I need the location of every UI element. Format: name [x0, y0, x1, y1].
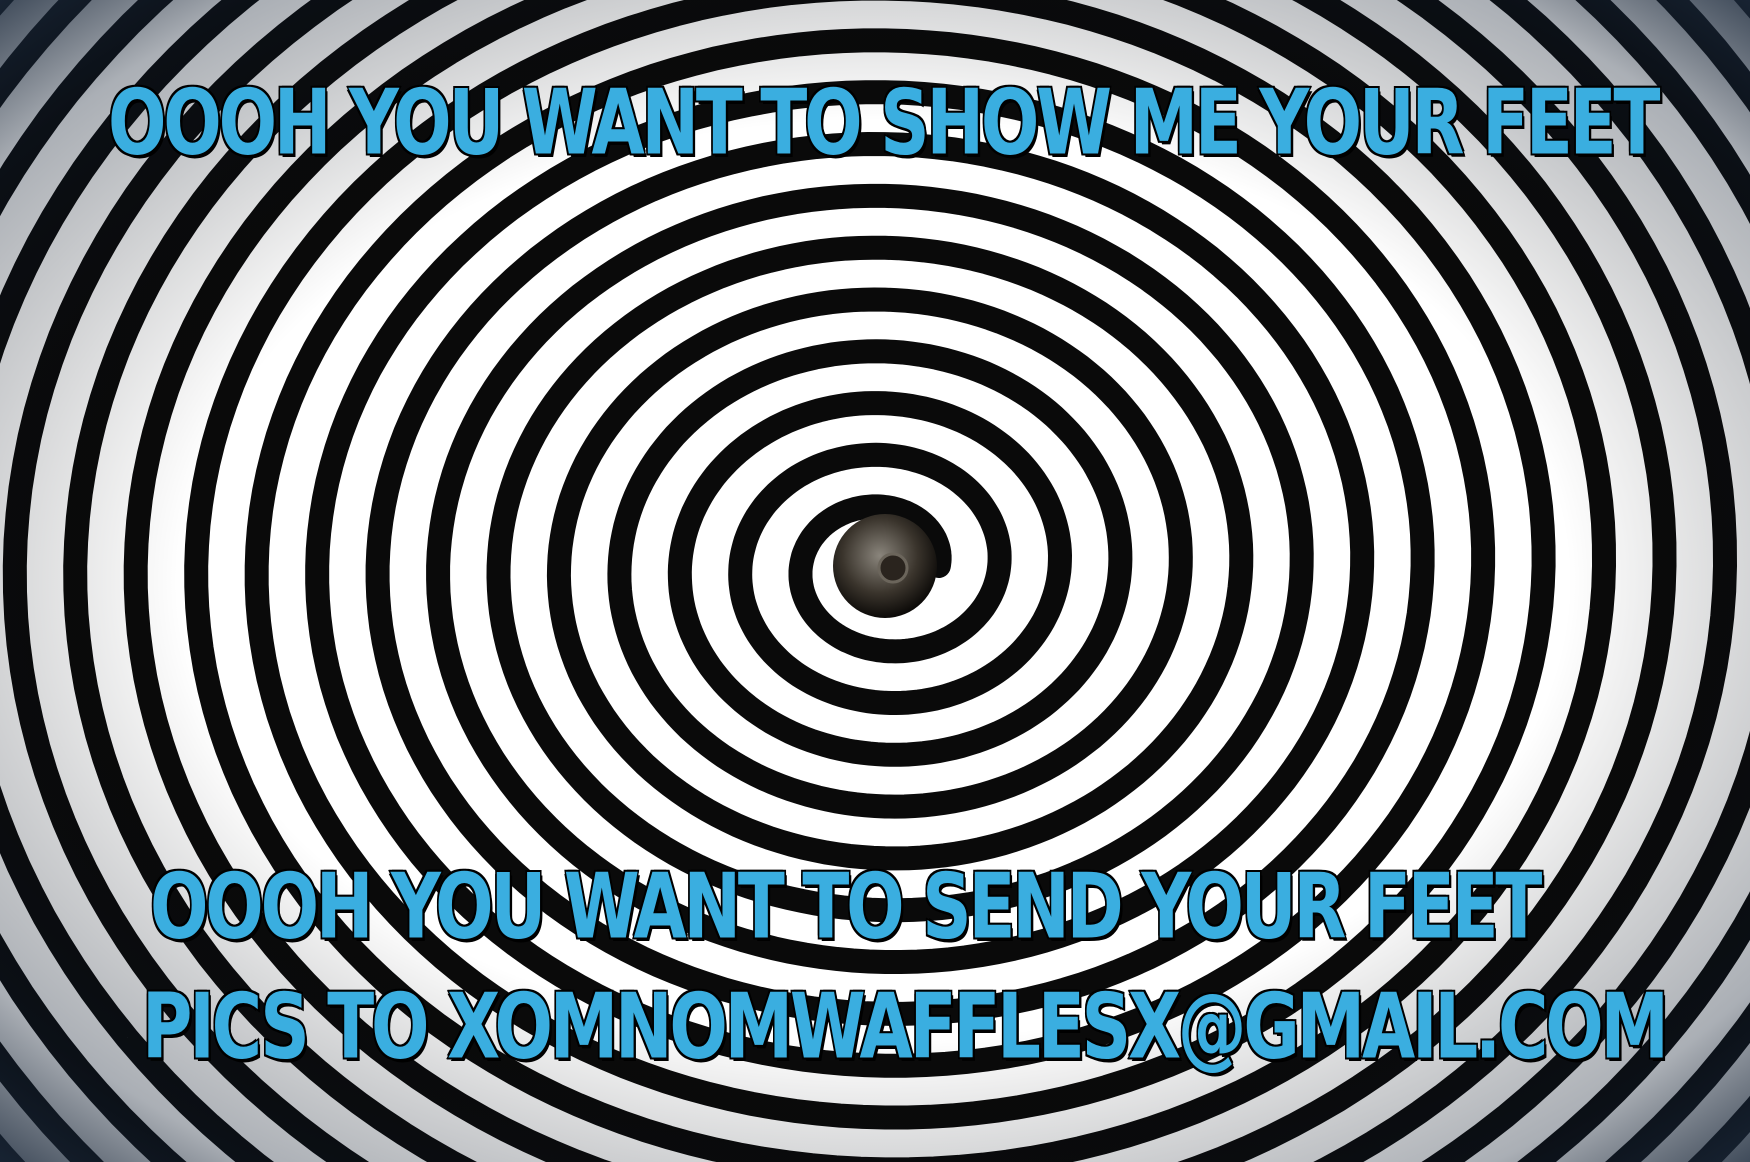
- top-caption: OOOH YOU WANT TO SHOW ME YOUR FEET: [108, 70, 1658, 176]
- bottom-caption-line-2: PICS TO XOMNOMWAFFLESX@GMAIL.COM: [142, 974, 1666, 1080]
- spiral-center-bolt: [879, 554, 907, 582]
- bottom-caption-line-1: OOOH YOU WANT TO SEND YOUR FEET: [150, 854, 1540, 960]
